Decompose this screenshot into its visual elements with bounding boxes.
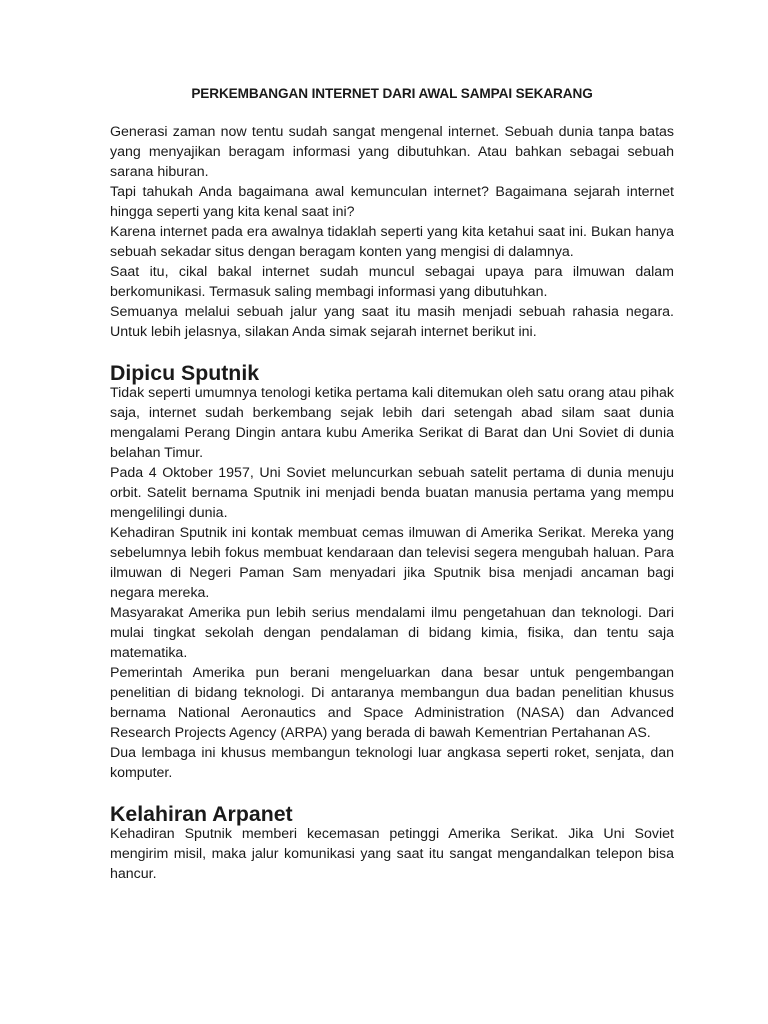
section-paragraph: Pemerintah Amerika pun berani mengeluarkan dana besar untuk pengembangan penelitian di bidang teknologi. Di antaranya membangun dua badan penelitian khusus bernama National Aeronautics and Space Administration (NASA) dan Advanced Research Projects Agency (ARPA) yang berada di bawah Kementrian Pertahanan AS.	[110, 665, 674, 741]
section-paragraph: Tidak seperti umumnya tenologi ketika pertama kali ditemukan oleh satu orang atau pihak saja, internet sudah berkembang sejak lebih dari setengah abad silam saat dunia mengalami Perang Dingin antara kubu Amerika Serikat di Barat dan Uni Soviet di dunia belahan Timur.	[110, 385, 674, 461]
intro-paragraph: Semuanya melalui sebuah jalur yang saat itu masih menjadi sebuah rahasia negara. Untuk lebih jelasnya, silakan Anda simak sejarah internet berikut ini.	[110, 304, 674, 340]
section-dipicu-sputnik	[110, 363, 674, 783]
section-paragraph: Kehadiran Sputnik memberi kecemasan petinggi Amerika Serikat. Jika Uni Soviet mengirim misil, maka jalur komunikasi yang saat itu sangat mengandalkan telepon bisa hancur.	[110, 826, 674, 882]
section-paragraph: Masyarakat Amerika pun lebih serius mendalami ilmu pengetahuan dan teknologi. Dari mulai tingkat sekolah dengan pendalaman di bidang kimia, fisika, dan tentu saja matematika.	[110, 605, 674, 661]
intro-paragraph: Generasi zaman now tentu sudah sangat mengenal internet. Sebuah dunia tanpa batas yang menyajikan beragam informasi yang dibutuhkan. Atau bahkan sebagai sebuah sarana hiburan.	[110, 124, 674, 180]
document-page	[110, 84, 674, 884]
intro-section	[110, 122, 674, 342]
section-paragraph: Kehadiran Sputnik ini kontak membuat cemas ilmuwan di Amerika Serikat. Mereka yang sebelumnya lebih fokus membuat kendaraan dan televisi segera mengubah haluan. Para ilmuwan di Negeri Paman Sam menyadari jika Sputnik bisa menjadi ancaman bagi negara mereka.	[110, 525, 674, 601]
intro-paragraph: Saat itu, cikal bakal internet sudah muncul sebagai upaya para ilmuwan dalam berkomunikasi. Termasuk saling membagi informasi yang dibutuhkan.	[110, 264, 674, 300]
section-paragraph: Dua lembaga ini khusus membangun teknologi luar angkasa seperti roket, senjata, dan komputer.	[110, 745, 674, 781]
section-kelahiran-arpanet	[110, 804, 674, 884]
section-paragraph: Pada 4 Oktober 1957, Uni Soviet meluncurkan sebuah satelit pertama di dunia menuju orbit. Satelit bernama Sputnik ini menjadi benda buatan manusia pertama yang mempu mengelilingi dunia.	[110, 465, 674, 521]
section-heading: Kelahiran Arpanet	[110, 802, 293, 826]
intro-paragraph: Tapi tahukah Anda bagaimana awal kemunculan internet? Bagaimana sejarah internet hingga seperti yang kita kenal saat ini?	[110, 184, 674, 220]
intro-paragraph: Karena internet pada era awalnya tidaklah seperti yang kita ketahui saat ini. Bukan hanya sebuah sekadar situs dengan beragam konten yang mengisi di dalamnya.	[110, 224, 674, 260]
document-title: PERKEMBANGAN INTERNET DARI AWAL SAMPAI SEKARANG	[191, 86, 593, 101]
section-heading: Dipicu Sputnik	[110, 361, 260, 385]
